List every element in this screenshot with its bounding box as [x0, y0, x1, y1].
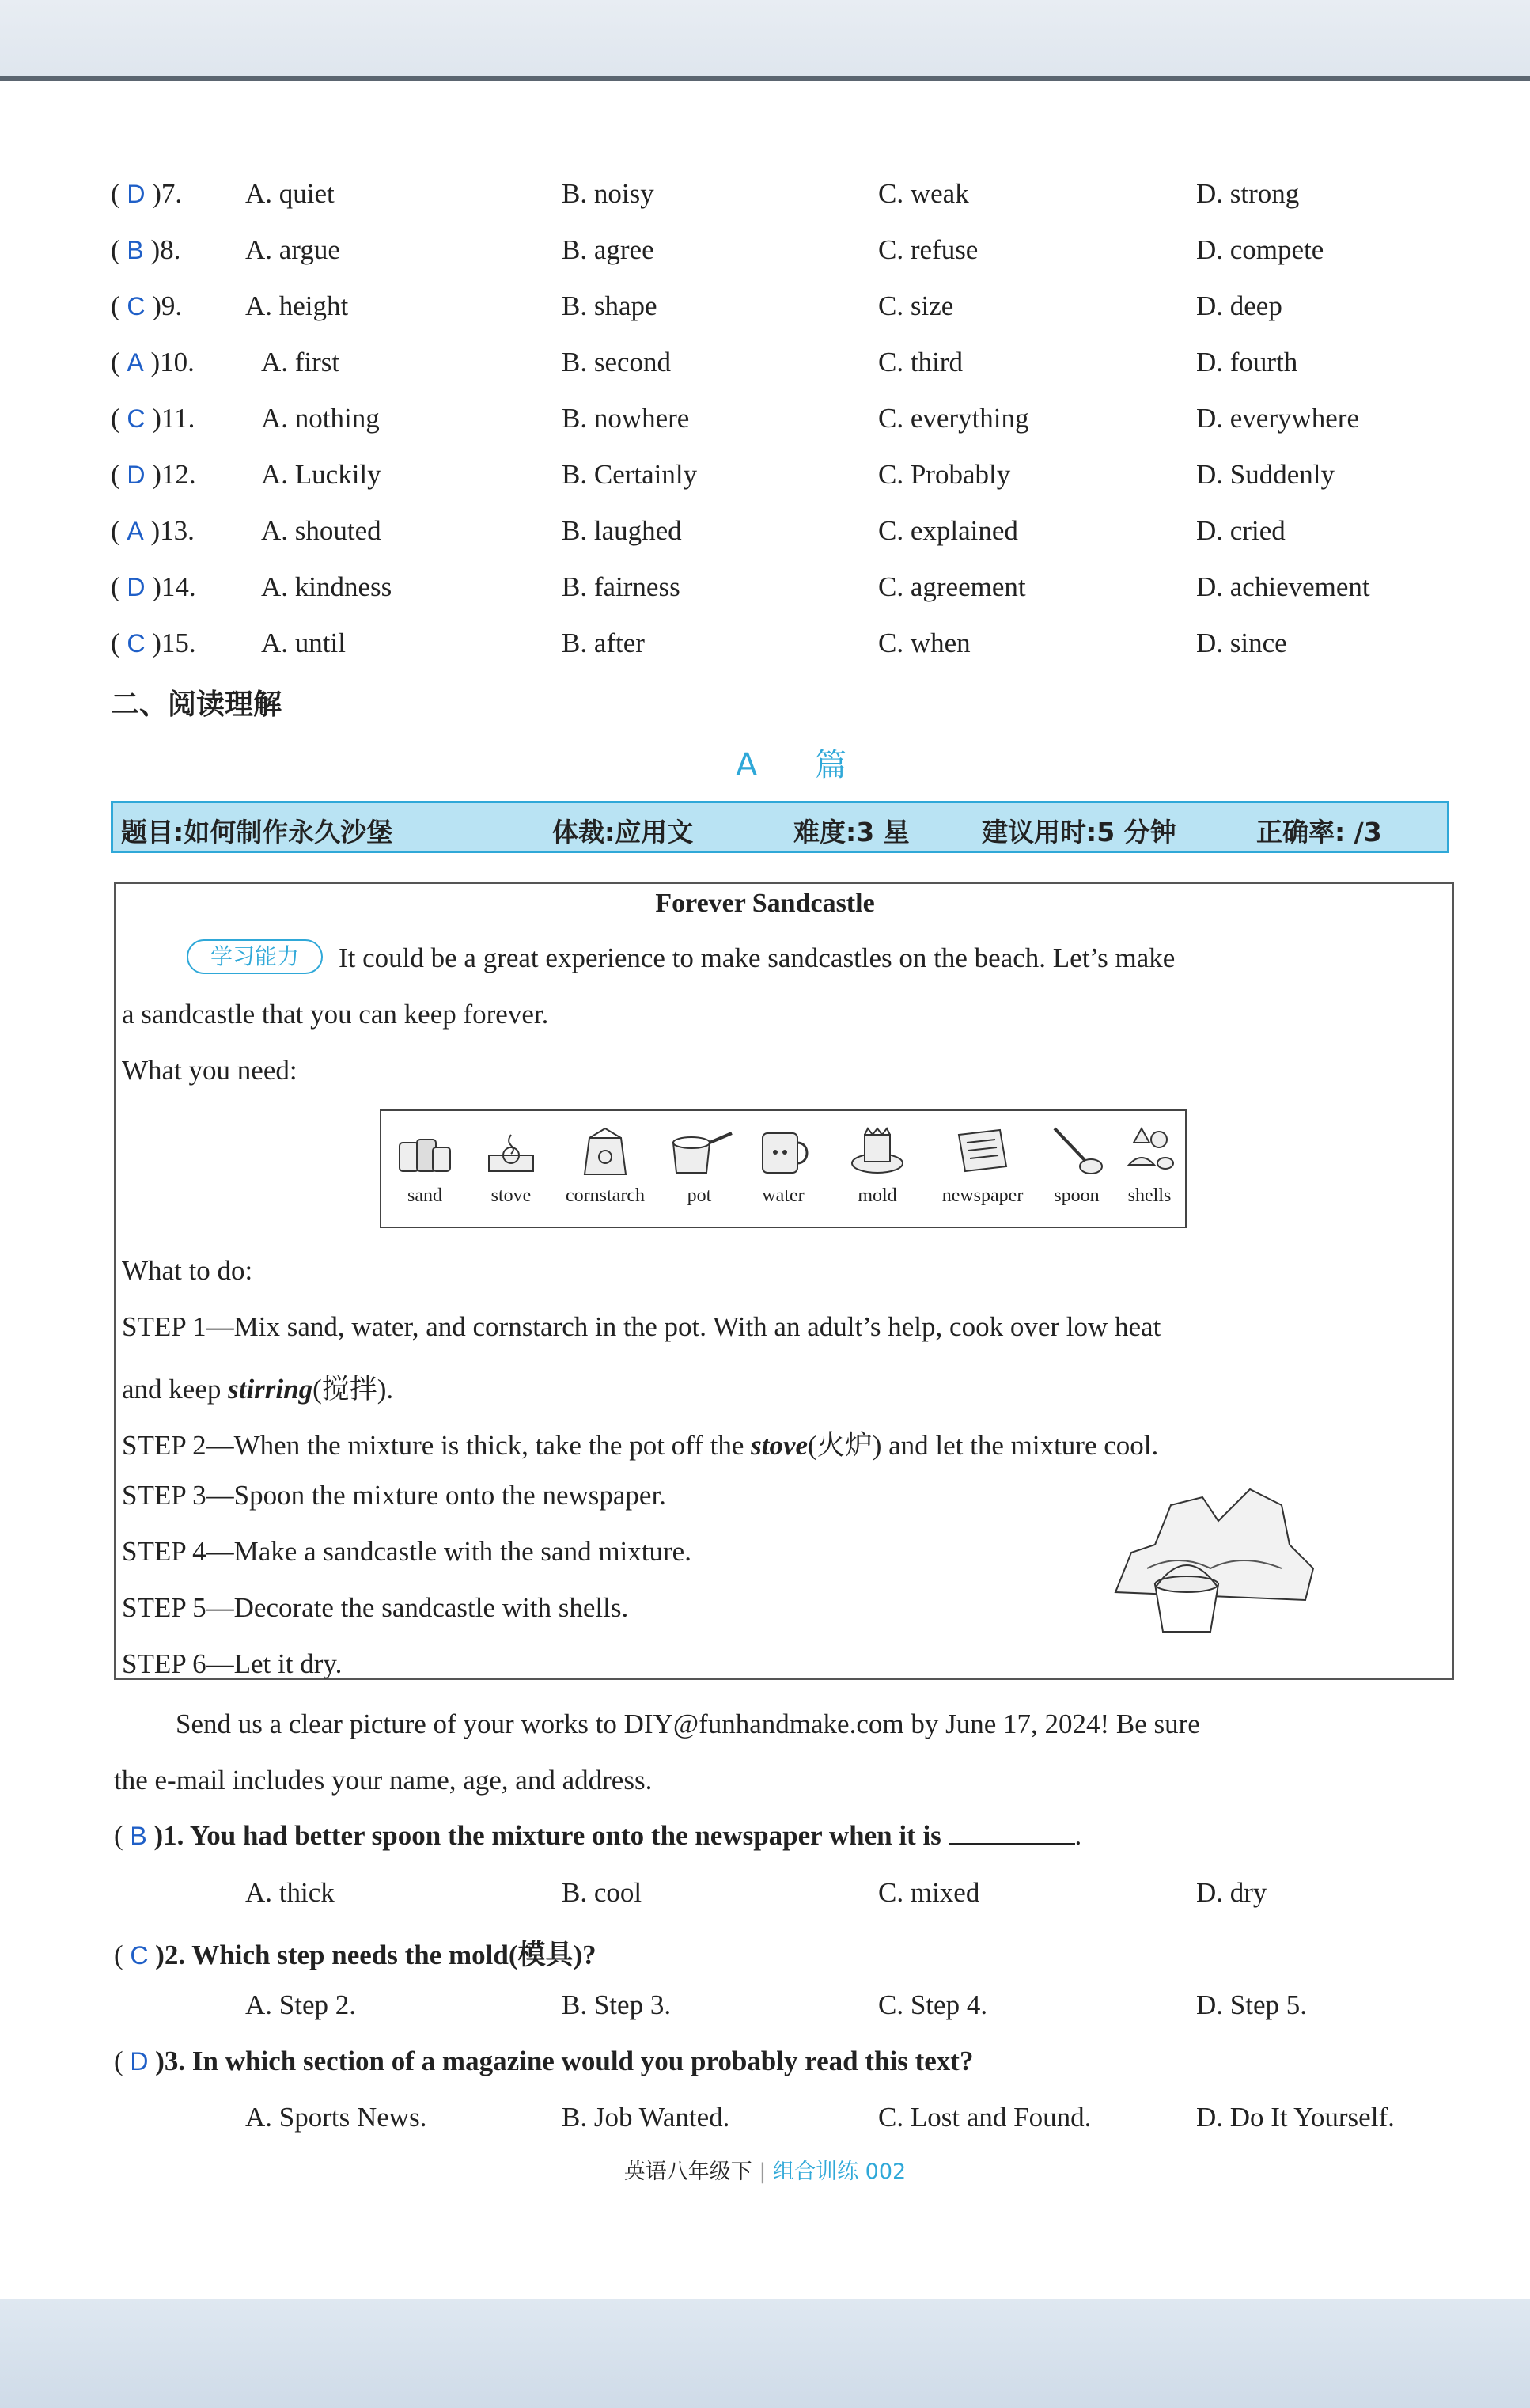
option-d: D. achievement	[1196, 571, 1370, 602]
question-number: 14	[161, 571, 189, 602]
step-2	[122, 1424, 1158, 1463]
materials-strip	[380, 1109, 1187, 1228]
q2-option-d: D. Step 5.	[1196, 1989, 1307, 2020]
answer-letter: D	[127, 180, 146, 208]
answer-paren: ( C )11.	[111, 403, 195, 434]
q2-option-b: B. Step 3.	[562, 1989, 672, 2020]
step-6: STEP 6—Let it dry.	[122, 1648, 343, 1679]
answer-letter: C	[127, 629, 146, 658]
mold-icon	[846, 1119, 909, 1182]
tool-label: spoon	[1054, 1185, 1100, 1206]
step-text: (搅拌).	[312, 1374, 394, 1405]
mcq-row	[111, 234, 1456, 290]
question-3: ( D )3. In which section of a magazine would you probably read this text?	[114, 2046, 974, 2076]
option-c: C. Probably	[878, 459, 1011, 490]
option-a: A. until	[261, 628, 346, 658]
option-a: A. height	[245, 290, 349, 321]
step-text: (火炉) and let the mixture cool.	[808, 1430, 1159, 1461]
tool-label: sand	[407, 1185, 442, 1206]
tool-label: pot	[687, 1185, 712, 1206]
need-label: What you need:	[122, 1055, 297, 1086]
q1-option-b: B. cool	[562, 1877, 642, 1908]
skill-badge: 学习能力	[187, 939, 323, 974]
option-c: C. size	[878, 290, 954, 321]
option-b: B. Certainly	[562, 459, 698, 490]
cornstarch-item	[554, 1119, 657, 1226]
answer-paren: ( C )15.	[111, 628, 196, 658]
footer-book: 英语八年级下	[623, 2160, 752, 2184]
info-difficulty: 难度:3 星	[793, 817, 910, 848]
option-d: D. fourth	[1196, 347, 1298, 377]
q3-option-a: A. Sports News.	[245, 2102, 427, 2133]
keyword: stove	[751, 1430, 809, 1461]
question-number: 10	[160, 347, 188, 377]
q1-option-a: A. thick	[245, 1877, 335, 1908]
option-a: A. shouted	[261, 515, 381, 546]
q3-option-b: B. Job Wanted.	[562, 2102, 730, 2133]
option-c: C. explained	[878, 515, 1018, 546]
tool-label: water	[762, 1185, 805, 1206]
option-b: B. laughed	[562, 515, 682, 546]
step-1-continued	[122, 1367, 393, 1407]
info-accuracy: 正确率: /3	[1256, 817, 1382, 848]
option-c: C. agreement	[878, 571, 1026, 602]
answer-letter: D	[127, 461, 146, 489]
intro-line-2: a sandcastle that you can keep forever.	[122, 999, 549, 1030]
option-c: C. weak	[878, 178, 969, 209]
option-a: A. Luckily	[261, 459, 381, 490]
send-line-1: Send us a clear picture of your works to DIY@funhandmake.com by June 17, 2024! Be sure	[176, 1708, 1200, 1739]
option-a: A. argue	[245, 234, 340, 265]
option-a: A. first	[261, 347, 340, 377]
option-d: D. everywhere	[1196, 403, 1360, 434]
answer-paren: ( A )13.	[111, 515, 195, 546]
option-d: D. deep	[1196, 290, 1282, 321]
option-a: A. nothing	[261, 403, 380, 434]
step-text: and keep	[122, 1374, 229, 1405]
stove-item	[471, 1119, 551, 1226]
mcq-row	[111, 347, 1456, 402]
stove-icon	[479, 1119, 543, 1182]
step-5: STEP 5—Decorate the sandcastle with shells.	[122, 1592, 629, 1623]
pot-icon	[664, 1119, 735, 1182]
spoon-icon	[1045, 1119, 1108, 1182]
mcq-row	[111, 178, 1456, 233]
q3-option-d: D. Do It Yourself.	[1196, 2102, 1395, 2133]
tool-label: shells	[1127, 1185, 1172, 1206]
option-b: B. second	[562, 347, 672, 377]
answer-letter: C	[127, 292, 146, 320]
question-2: ( C )2. Which step needs the mold(模具)?	[114, 1940, 596, 1970]
answer-letter: D	[130, 2047, 149, 2076]
question-stem: )2. Which step needs the mold(模具)?	[155, 1940, 596, 1970]
tool-label: cornstarch	[566, 1185, 645, 1206]
question-number: 12	[161, 459, 189, 490]
tool-label: stove	[490, 1185, 532, 1206]
answer-paren: ( A )10.	[111, 347, 195, 377]
option-d: D. since	[1196, 628, 1287, 658]
option-b: B. noisy	[562, 178, 654, 209]
option-a: A. kindness	[261, 571, 392, 602]
step-1: STEP 1—Mix sand, water, and cornstarch in the pot. With an adult’s help, cook over low heat	[122, 1311, 1161, 1342]
footer-section: 组合训练 002	[773, 2160, 907, 2184]
option-c: C. everything	[878, 403, 1029, 434]
option-b: B. shape	[562, 290, 657, 321]
q2-option-c: C. Step 4.	[878, 1989, 988, 2020]
water-item	[742, 1119, 824, 1226]
q2-option-a: A. Step 2.	[245, 1989, 356, 2020]
option-c: C. refuse	[878, 234, 979, 265]
section-title: 二、阅读理解	[111, 688, 282, 721]
step-text: STEP 2—When the mixture is thick, take the pot off the	[122, 1430, 752, 1461]
page-footer: 英语八年级下 | 组合训练 002	[623, 2160, 907, 2184]
info-topic: 题目:如何制作永久沙堡	[121, 817, 393, 848]
answer-paren: ( B )8.	[111, 234, 181, 265]
info-time: 建议用时:5 分钟	[982, 817, 1176, 848]
question-number: 11	[161, 403, 188, 434]
option-b: B. after	[562, 628, 645, 658]
option-d: D. cried	[1196, 515, 1286, 546]
shells-icon	[1118, 1119, 1181, 1182]
keyword: stirring	[228, 1374, 313, 1405]
step-3: STEP 3—Spoon the mixture onto the newspaper.	[122, 1480, 666, 1511]
mcq-row	[111, 628, 1456, 683]
question-number: 13	[160, 515, 188, 546]
question-number: 8	[160, 234, 174, 265]
spoon-item	[1041, 1119, 1112, 1226]
sand-icon	[393, 1119, 456, 1182]
tool-label: mold	[858, 1185, 897, 1206]
tool-label: newspaper	[941, 1185, 1024, 1206]
option-b: B. agree	[562, 234, 654, 265]
question-stem: )3. In which section of a magazine would you probably read this text?	[155, 2046, 974, 2076]
q1-option-c: C. mixed	[878, 1877, 980, 1908]
page-header-band	[0, 0, 1530, 81]
option-d: D. Suddenly	[1196, 459, 1335, 490]
q1-option-d: D. dry	[1196, 1877, 1267, 1908]
option-a: A. quiet	[245, 178, 335, 209]
pot-item	[660, 1119, 739, 1226]
info-genre: 体裁:应用文	[552, 817, 694, 848]
answer-paren: ( D )14.	[111, 571, 196, 602]
question-1: ( B )1. You had better spoon the mixture onto the newspaper when it is .	[114, 1820, 1082, 1851]
mcq-row	[111, 290, 1456, 346]
answer-letter: A	[127, 517, 144, 545]
answer-paren: ( D )12.	[111, 459, 196, 490]
answer-letter: D	[127, 573, 146, 601]
info-bar	[111, 801, 1449, 853]
sand-item	[386, 1119, 464, 1226]
cornstarch-icon	[574, 1119, 637, 1182]
passage-label: A 篇	[736, 747, 871, 783]
answer-paren: ( C )9.	[111, 290, 183, 321]
send-line-2: the e-mail includes your name, age, and address.	[114, 1765, 653, 1796]
mold-item	[834, 1119, 921, 1226]
q3-option-c: C. Lost and Found.	[878, 2102, 1092, 2133]
step-4: STEP 4—Make a sandcastle with the sand mixture.	[122, 1536, 691, 1567]
page-footer-band	[0, 2299, 1530, 2408]
option-b: B. nowhere	[562, 403, 690, 434]
option-c: C. when	[878, 628, 971, 658]
mcq-row	[111, 403, 1456, 458]
option-d: D. strong	[1196, 178, 1300, 209]
mcq-row	[111, 459, 1456, 514]
mcq-row	[111, 571, 1456, 627]
question-number: 15	[161, 628, 189, 658]
passage-title: Forever Sandcastle	[655, 889, 875, 918]
option-d: D. compete	[1196, 234, 1324, 265]
answer-letter: A	[127, 348, 144, 377]
do-label: What to do:	[122, 1255, 253, 1286]
water-icon	[752, 1119, 815, 1182]
option-c: C. third	[878, 347, 963, 377]
sandcastle-illustration	[1100, 1473, 1321, 1640]
question-stem: )1. You had better spoon the mixture onto the newspaper when it is	[153, 1820, 941, 1851]
shells-item	[1114, 1119, 1185, 1226]
intro-line-1: It could be a great experience to make sandcastles on the beach. Let’s make	[339, 942, 1176, 973]
answer-letter: C	[130, 1941, 149, 1970]
newspaper-item	[927, 1119, 1038, 1226]
answer-blank	[949, 1821, 1075, 1845]
option-b: B. fairness	[562, 571, 680, 602]
mcq-row	[111, 515, 1456, 571]
answer-paren: ( D )7.	[111, 178, 183, 209]
question-number: 9	[161, 290, 176, 321]
newspaper-icon	[951, 1119, 1014, 1182]
answer-letter: B	[127, 236, 144, 264]
answer-letter: B	[130, 1822, 147, 1850]
question-number: 7	[161, 178, 176, 209]
answer-letter: C	[127, 404, 146, 433]
